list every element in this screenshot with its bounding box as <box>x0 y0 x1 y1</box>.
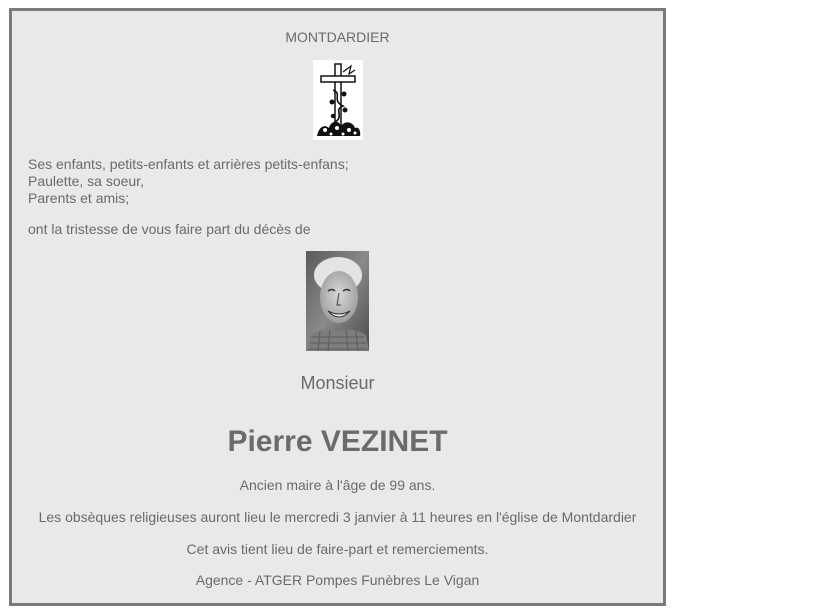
family-line: Parents et amis; <box>28 190 130 206</box>
portrait-photo <box>306 251 369 351</box>
obituary-card <box>9 8 666 606</box>
agency-text: Agence - ATGER Pompes Funèbres Le Vigan <box>195 572 480 588</box>
honorific: Monsieur <box>300 373 375 393</box>
funeral-text: Les obsèques religieuses auront lieu le mercredi 3 janvier à 11 heures en l'église de Montdardier <box>38 509 637 525</box>
cross-icon <box>313 60 363 140</box>
family-list <box>28 156 349 207</box>
role-text: Ancien maire à l'âge de 99 ans. <box>239 477 436 493</box>
town-name: MONTDARDIER <box>285 29 390 45</box>
deceased-name: Pierre VEZINET <box>227 425 448 458</box>
notice-text: Cet avis tient lieu de faire-part et remerciements. <box>186 541 489 557</box>
announcement-text: ont la tristesse de vous faire part du décès de <box>28 221 311 237</box>
family-line: Paulette, sa soeur, <box>28 173 144 189</box>
family-line: Ses enfants, petits-enfants et arrières petits-enfans; <box>28 156 349 172</box>
